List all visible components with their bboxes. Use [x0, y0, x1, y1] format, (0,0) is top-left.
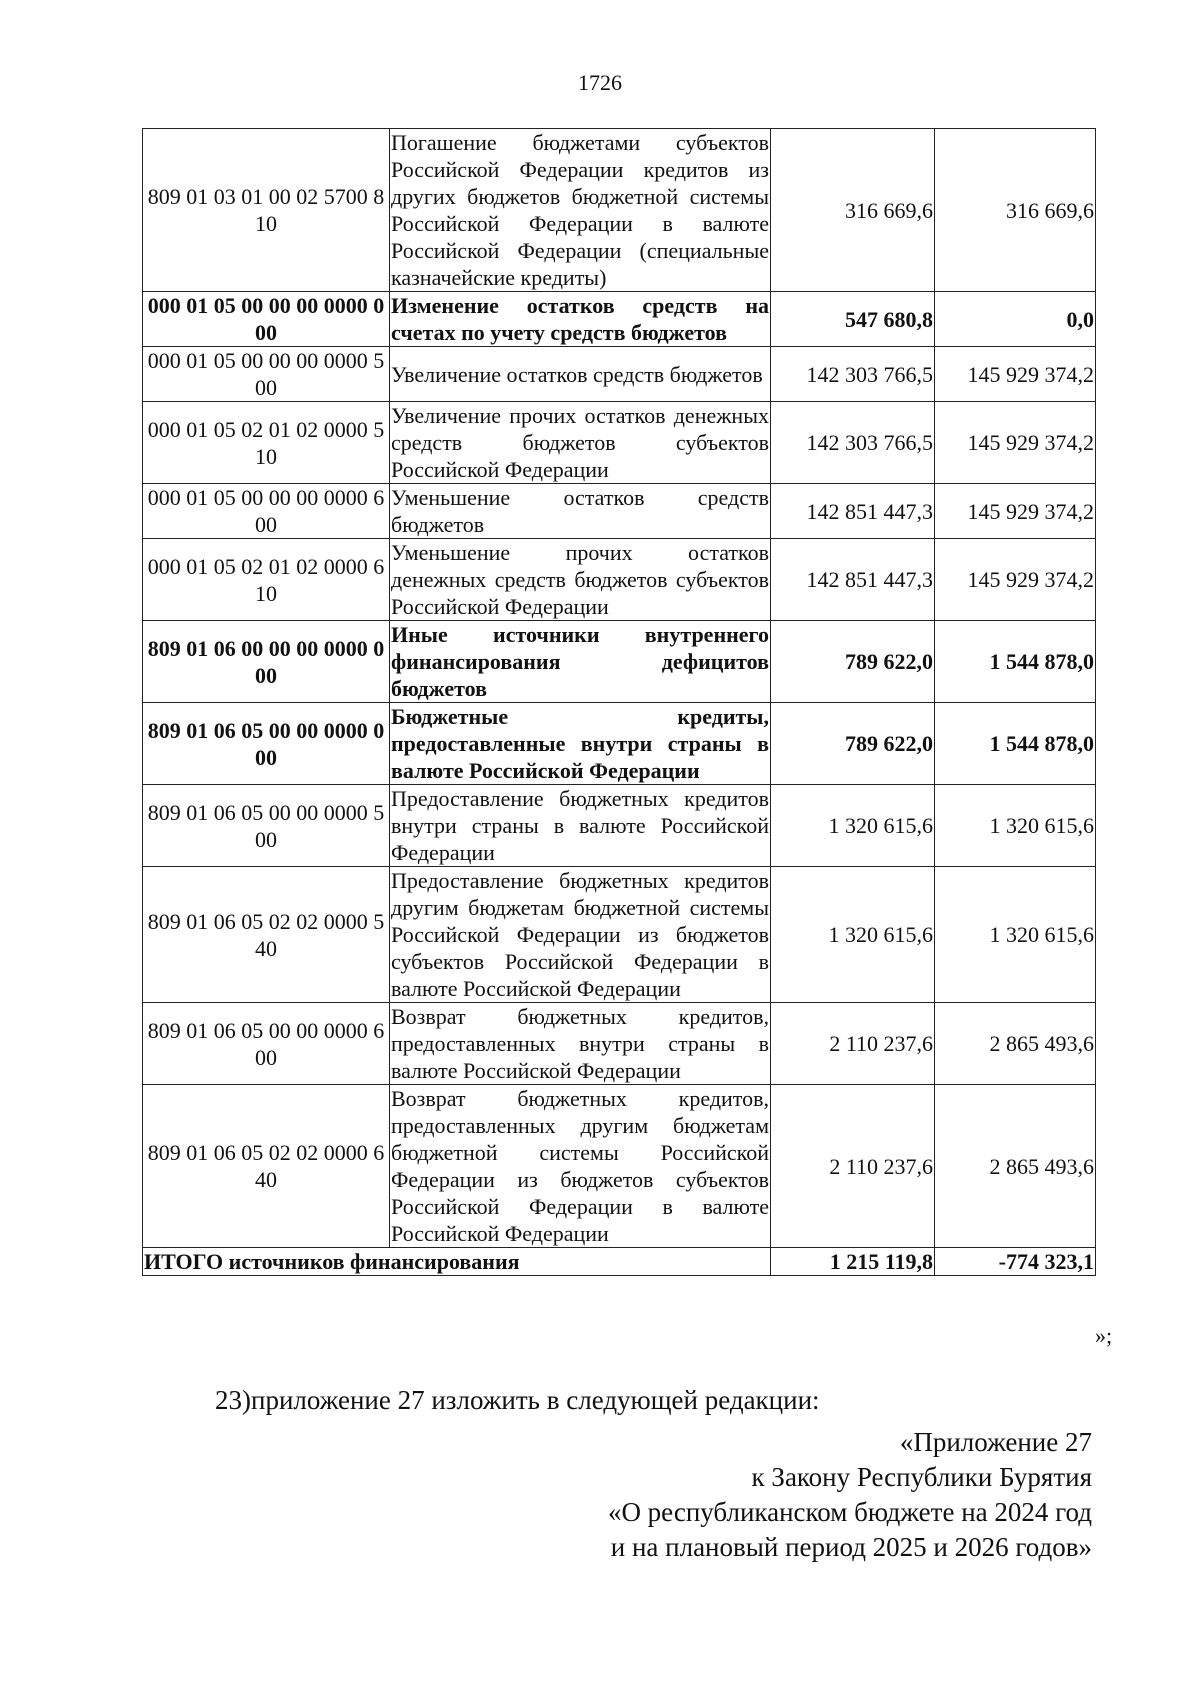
row-description: Уменьшение остатков средств бюджетов: [391, 485, 769, 537]
table-row: [143, 1003, 1096, 1085]
amount-2025: 1 320 615,6: [771, 867, 935, 1003]
budget-code: 809 01 06 05 00 00 0000 600: [143, 1003, 390, 1085]
budget-code: 000 01 05 00 00 00 0000 600: [143, 484, 390, 539]
row-description: Возврат бюджетных кредитов, предоставленных внутри страны в валюте Российской Федерации: [391, 1004, 769, 1083]
amount-2026: 145 929 374,2: [935, 484, 1096, 539]
table-row: [143, 129, 1096, 292]
appendix-line: к Закону Республики Бурятия: [751, 1462, 1092, 1492]
amount-2026: 1 544 878,0: [935, 703, 1096, 785]
table-row: [143, 347, 1096, 402]
budget-code: 809 01 06 05 00 00 0000 500: [143, 785, 390, 867]
appendix-header: [608, 1425, 1092, 1565]
amount-2025: 142 303 766,5: [771, 402, 935, 484]
amount-2025: 1 320 615,6: [771, 785, 935, 867]
table-row: [143, 484, 1096, 539]
amount-2026: 1 544 878,0: [935, 621, 1096, 703]
row-description: Иные источники внутреннего финансирования дефицитов бюджетов: [391, 622, 769, 701]
amount-2026: 1 320 615,6: [935, 785, 1096, 867]
amount-2025: 142 851 447,3: [771, 484, 935, 539]
amount-2026: 145 929 374,2: [935, 347, 1096, 402]
amount-2025: 142 851 447,3: [771, 539, 935, 621]
amount-2025: 789 622,0: [771, 703, 935, 785]
row-description: Бюджетные кредиты, предоставленные внутри страны в валюте Российской Федерации: [391, 704, 769, 783]
table-row: [143, 1085, 1096, 1248]
budget-code: 000 01 05 02 01 02 0000 510: [143, 402, 390, 484]
total-amount-2025: 1 215 119,8: [771, 1248, 935, 1276]
amount-2026: 145 929 374,2: [935, 539, 1096, 621]
closing-quote-mark: »;: [1095, 1323, 1113, 1348]
table-row: [143, 539, 1096, 621]
total-row: [143, 1248, 1096, 1276]
row-description: Изменение остатков средств на счетах по учету средств бюджетов: [391, 293, 769, 345]
table-row: [143, 785, 1096, 867]
budget-code: 809 01 06 05 02 02 0000 540: [143, 867, 390, 1003]
budget-code: 809 01 03 01 00 02 5700 810: [143, 129, 390, 292]
table-row: [143, 292, 1096, 347]
row-description: Предоставление бюджетных кредитов другим бюджетам бюджетной системы Российской Федерации из бюджетов субъектов Российской Федерации в валюте Российской Федерации: [391, 868, 769, 1001]
amount-2025: 316 669,6: [771, 129, 935, 292]
table-row: [143, 867, 1096, 1003]
row-description: Предоставление бюджетных кредитов внутри страны в валюте Российской Федерации: [391, 786, 769, 865]
total-label: ИТОГО источников финансирования: [143, 1248, 771, 1276]
amount-2025: 2 110 237,6: [771, 1085, 935, 1248]
row-description: Погашение бюджетами субъектов Российской Федерации кредитов из других бюджетов бюджетной системы Российской Федерации в валюте Российской Федерации (специальные казначейские кредиты): [391, 130, 769, 290]
table-row: [143, 621, 1096, 703]
financing-sources-table: [142, 128, 1096, 1276]
appendix-line: «О республиканском бюджете на 2024 год: [607, 1497, 1092, 1527]
budget-code: 809 01 06 05 00 00 0000 000: [143, 703, 390, 785]
amount-2026: 2 865 493,6: [935, 1003, 1096, 1085]
appendix-line: и на плановый период 2025 и 2026 годов»: [610, 1532, 1092, 1562]
amount-2025: 789 622,0: [771, 621, 935, 703]
page-number: 1726: [578, 70, 622, 95]
budget-code: 000 01 05 00 00 00 0000 500: [143, 347, 390, 402]
row-description: Увеличение прочих остатков денежных средств бюджетов субъектов Российской Федерации: [391, 403, 769, 482]
row-description: Увеличение остатков средств бюджетов: [390, 347, 771, 402]
amount-2026: 2 865 493,6: [935, 1085, 1096, 1248]
amendment-paragraph: 23)приложение 27 изложить в следующей редакции:: [215, 1385, 820, 1415]
budget-code: 809 01 06 05 02 02 0000 640: [143, 1085, 390, 1248]
table-row: [143, 402, 1096, 484]
row-description: Уменьшение прочих остатков денежных средств бюджетов субъектов Российской Федерации: [391, 540, 769, 619]
total-amount-2026: -774 323,1: [935, 1248, 1096, 1276]
amount-2026: 1 320 615,6: [935, 867, 1096, 1003]
amount-2025: 142 303 766,5: [771, 347, 935, 402]
appendix-line: «Приложение 27: [899, 1427, 1092, 1457]
amount-2026: 0,0: [935, 292, 1096, 347]
amount-2026: 316 669,6: [935, 129, 1096, 292]
amount-2025: 547 680,8: [771, 292, 935, 347]
row-description: Возврат бюджетных кредитов, предоставленных другим бюджетам бюджетной системы Российской Федерации из бюджетов субъектов Российской Федерации в валюте Российской Федерации: [391, 1086, 769, 1246]
budget-code: 000 01 05 02 01 02 0000 610: [143, 539, 390, 621]
amount-2026: 145 929 374,2: [935, 402, 1096, 484]
budget-code: 809 01 06 00 00 00 0000 000: [143, 621, 390, 703]
table-row: [143, 703, 1096, 785]
budget-code: 000 01 05 00 00 00 0000 000: [143, 292, 390, 347]
amount-2025: 2 110 237,6: [771, 1003, 935, 1085]
